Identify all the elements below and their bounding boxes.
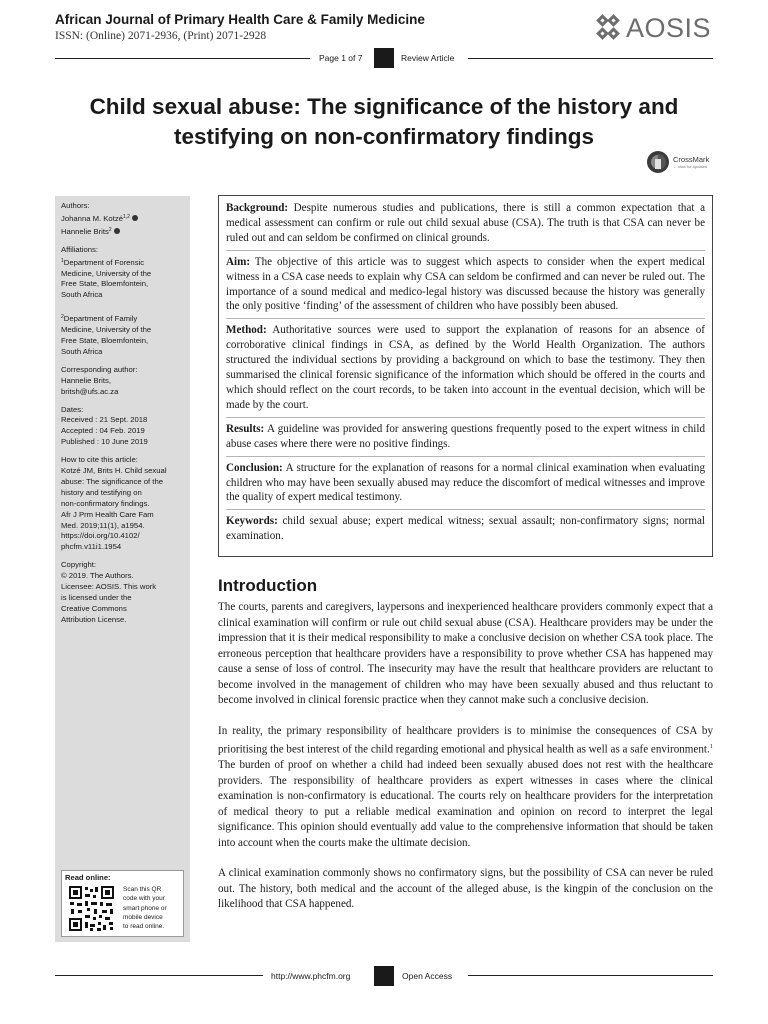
doi-link[interactable]: https://doi.org/10.4102/ [61,531,140,541]
abstract-results: Results: A guideline was provided for answering questions frequently posed to the expert witness in child abuse cases where there were no positive findings. [226,422,705,457]
footer-rule-left [55,975,263,976]
corresponding-name: Hannelie Brits, [61,375,111,385]
license-link[interactable]: Creative Commons [61,603,127,613]
introduction-heading: Introduction [218,576,318,595]
body-paragraph: The courts, parents and caregivers, laypersons and inexperienced healthcare providers commonly expect that a clinical examination will confirm or rule out child sexual abuse (CSA). Healthcare providers may be under the impression that it is their medical responsibility to make a conclusive decision on whether CSA took place. The erroneous perception that healthcare providers have a responsibility to prove whether CSA has happened may cause a sense of loss of control. The insecurity may have the result that healthcare providers are reluctant to become involved in the management of children who may have been sexually abused and thus reluctant to become involved in clinical forensic practice when they cannot make such a conclusive decision. [218,601,713,706]
footer-divider-block [374,966,394,986]
orcid-icon[interactable] [114,228,120,234]
copyright-section [61,560,185,625]
affiliation-2-line: $^2$Department of Family [61,314,138,324]
crossmark-button[interactable] [646,149,721,175]
affiliation-2-marker: 2 [61,314,64,321]
cite-line: abuse: The significance of the [61,476,163,486]
issn: ISSN: (Online) 2071-2936, (Print) 2071-2928 [55,30,267,42]
article-title [40,92,728,152]
abstract-background: Background: Despite numerous studies and publications, there is still a common expectation that a medical assessment can confirm or rule out child sexual abuse (CSA). The truth is that CSA can never be ruled out and can seldom be confirmed on clinical grounds. [226,201,705,251]
author-2 [61,225,185,238]
cite-heading: How to cite this article: [61,455,138,465]
header-rule-left [55,58,310,59]
cite-line: non-confirmatory findings. [61,498,150,508]
body-paragraph: A clinical examination commonly shows no confirmatory signs, but the possibility of CSA can never be ruled out. The history, both medical and the account of the alleged abuse, is the kingpin of the conclusion on the likelihood that CSA happened. [218,867,713,911]
affiliation-1-line: $^1$Department of Forensic [61,257,145,267]
title-line-1: Child sexual abuse: The significance of the history and [89,94,679,119]
abstract-conclusion: Conclusion: A structure for the explanation of reasons for a normal clinical examination when evaluating children who may have been sexually abused may reduce the discomfort of medical witnesses and improve the quality of expert medical testimony. [226,461,705,511]
dates-heading: Dates: [61,404,84,414]
read-online-box [61,870,184,937]
affiliation-1-line: Free State, Bloemfontein, [61,279,149,289]
article-info-sidebar [55,196,190,942]
doi-link[interactable]: phcfm.v11i1.1954 [61,542,122,552]
author-1-affiliation: 1,2 [122,213,130,220]
author-2-name: Hannelie Brits [61,226,109,236]
author-2-affiliation: 2 [108,226,112,233]
cite-line: Afr J Prm Health Care Fam [61,509,154,519]
date-accepted: Accepted : 04 Feb. 2019 [61,426,145,436]
affiliation-2-line: Free State, Bloemfontein, [61,335,149,345]
author-1 [61,212,185,225]
cite-line: history and testifying on [61,487,142,497]
dates-section [61,405,185,449]
date-published: Published : 10 June 2019 [61,437,148,447]
citation-section [61,455,185,553]
abstract-keywords: Keywords: child sexual abuse; expert medical witness; sexual assault; non-confirmatory signs; normal examination. [226,515,705,543]
reference-marker[interactable]: 1 [709,743,713,750]
crossmark-label: CrossMark [673,155,710,164]
journal-url-link[interactable]: http://www.phcfm.org [271,971,351,981]
page-info: Page 1 of 7 [319,53,363,63]
cite-line: Kotzé JM, Brits H. Child sexual [61,466,167,476]
abstract-aim: Aim: The objective of this article was to suggest which aspects to consider when the expert medical witness in a CSA case needs to explain why CSA can seldom be confirmed and can never be ruled out. The importance of a sound medical and medico-legal history was discussed because the history was generally the only positive ‘finding’ of the assessment of children who have possibly been abused. [226,255,705,320]
copyright-line: is licensed under the [61,593,132,602]
affiliation-1-line: South Africa [61,290,103,300]
corresponding-heading: Corresponding author: [61,364,138,374]
publisher-name: AOSIS [626,12,712,43]
affiliations-section [61,245,185,358]
qr-caption: Scan this QR code with your smart phone or mobile device to read online. [123,886,167,931]
copyright-line: Licensee: AOSIS. This work [61,582,157,592]
affiliation-1-line: Medicine, University of the [61,268,152,278]
header-divider-block [374,48,394,68]
cite-line: Med. 2019;11(1), a1954. [61,520,145,530]
corresponding-section [61,365,185,398]
copyright-heading: Copyright: [61,560,97,570]
affiliation-2-line: South Africa [61,346,103,356]
orcid-icon[interactable] [132,215,138,221]
journal-title: African Journal of Primary Health Care & Family Medicine [55,12,425,27]
author-1-name: Johanna M. Kotzé [61,213,123,223]
copyright-line: © 2019. The Authors. [61,571,134,581]
footer-rule-right [468,975,713,976]
authors-heading: Authors: [61,201,90,210]
crossmark-sub: ← click for updates [673,164,708,169]
introduction-body [218,600,713,928]
article-type: Review Article [401,53,455,63]
title-line-2: testifying on non-confirmatory findings [174,124,594,149]
read-online-label: Read online: [65,873,111,882]
license-link[interactable]: Attribution License. [61,614,127,624]
authors-section [61,201,185,238]
corresponding-email[interactable]: britsh@ufs.ac.za [61,386,119,396]
affiliation-2-line: Medicine, University of the [61,325,152,335]
affiliations-heading: Affiliations: [61,244,99,254]
abstract-method: Method: Authoritative sources were used to support the explanation of reasons for an absence of corroborative clinical findings in CSA, as defined by the World Health Organization. The authors structured the individual sections by providing a background on which to base the testimony. They then summarised the clinical forensic significance of the information which should be offered in the courts and which should reflect on the court records, to be taken into account in the eventual decision, which will be made by the court. [226,323,705,417]
publisher-logo[interactable] [594,12,716,44]
open-access-label: Open Access [402,971,453,981]
abstract-box [218,195,713,557]
crossmark-icon [646,150,670,174]
body-paragraph: In reality, the primary responsibility of healthcare providers is to minimise the consequences of CSA by prioritising the best interest of the child regarding emotional and physical health as well as a safe environment.$^1$ The burden of proof on whether a child had indeed been sexually abused does not rest with the healthcare providers. The responsibility of healthcare providers as expert witnesses in cases where the clinical examination is non-confirmatory is educational. The courts rely on healthcare providers for the interpretation of medical theory to put a reliable medical examination and opinion on record to interpret the legal significance. This opinion should eventually add value to the comprehensive information that should be taken into account when the courts make the ultimate decision. [218,724,713,849]
date-received: Received : 21 Sept. 2018 [61,415,148,425]
header-rule-right [468,58,713,59]
qr-code-icon[interactable] [68,885,115,932]
aosis-logo-icon [594,14,622,42]
affiliation-1-marker: 1 [61,257,64,264]
